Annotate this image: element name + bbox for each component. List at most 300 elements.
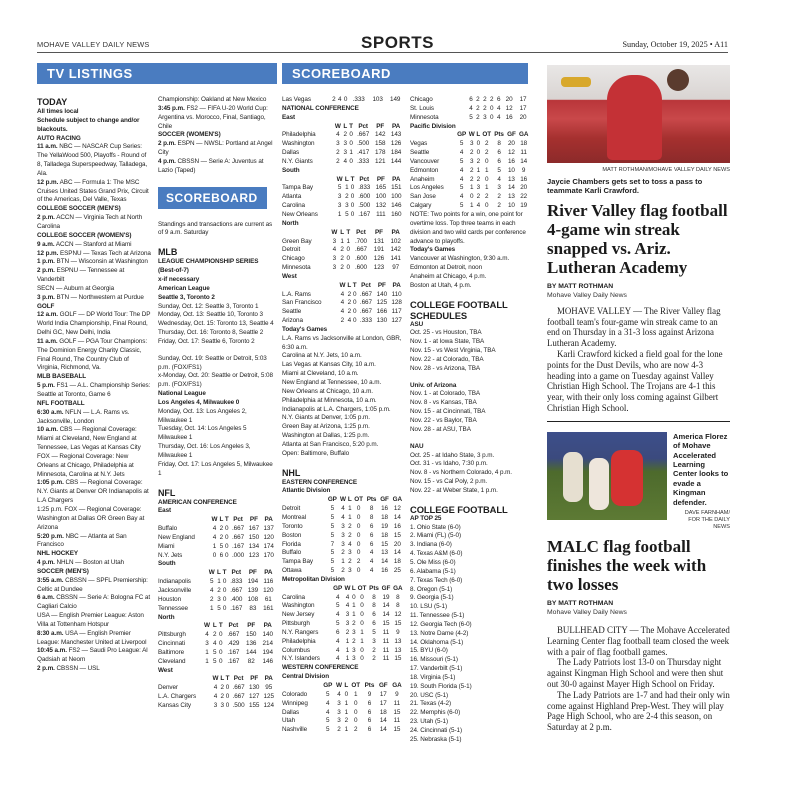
stat-cell: 13 bbox=[507, 175, 515, 183]
table-row bbox=[282, 611, 404, 620]
bold-line: North bbox=[282, 219, 299, 227]
section-heading: NFL bbox=[158, 487, 176, 498]
standings-table bbox=[282, 585, 404, 665]
stat-cell: 14 bbox=[382, 602, 390, 610]
stat-cell: 3 bbox=[345, 202, 349, 210]
subsection-heading: MLB BASEBALL bbox=[37, 373, 87, 381]
standings-table bbox=[158, 516, 276, 560]
stat-cell: 5 bbox=[335, 620, 340, 628]
stat-cell: 0 bbox=[356, 513, 361, 521]
text-line: 3. Indiana (6-0) bbox=[410, 541, 452, 549]
table-row bbox=[158, 587, 276, 596]
stat-cell: 0 bbox=[356, 531, 361, 539]
text-line: 15. BYU (6-0) bbox=[410, 647, 448, 655]
column-header: T bbox=[222, 569, 227, 577]
stat-cell: .429 bbox=[227, 640, 240, 648]
stat-cell: 3 bbox=[352, 655, 356, 663]
stat-cell: 11 bbox=[382, 628, 390, 636]
column-header: Pts bbox=[369, 584, 379, 592]
listing-item bbox=[37, 241, 151, 250]
stat-cell: 0 bbox=[484, 157, 489, 165]
text-line: New England at Tennessee, 10 a.m. bbox=[282, 379, 382, 386]
stat-cell: 0 bbox=[212, 551, 217, 559]
stat-cell: 2 bbox=[483, 96, 487, 103]
stat-cell: 1 bbox=[344, 726, 349, 734]
table-row bbox=[410, 167, 530, 176]
stat-cell: 12 bbox=[507, 149, 515, 157]
stat-cell: 4 bbox=[209, 586, 214, 594]
column-header: OT bbox=[357, 584, 367, 592]
stat-cell: 2 bbox=[341, 567, 345, 575]
column-header: T bbox=[225, 675, 230, 683]
stat-cell: 4 bbox=[335, 655, 340, 663]
table-row bbox=[410, 176, 530, 185]
stat-cell: 100 bbox=[391, 193, 402, 201]
stat-cell: 117 bbox=[391, 308, 402, 316]
text-line: Monday, Oct. 13: Los Angeles 2, Milwaukee 1 bbox=[158, 407, 247, 424]
team-name: Los Angeles bbox=[410, 184, 444, 192]
stat-cell: 6 bbox=[497, 157, 501, 165]
bold-line: x-if necessary bbox=[158, 275, 200, 283]
column-header: L bbox=[340, 228, 345, 236]
stat-cell: .833 bbox=[230, 578, 243, 586]
column-header bbox=[410, 131, 456, 140]
stat-cell: 5 bbox=[330, 531, 335, 539]
team-name: Tennessee bbox=[158, 604, 188, 612]
listing-text: USA — English Premier League: Manchester United at Liverpool bbox=[37, 629, 147, 646]
player-figure bbox=[607, 75, 662, 160]
stat-cell: 2 bbox=[347, 308, 352, 316]
team-name: Colorado bbox=[282, 690, 308, 698]
stat-cell: 6 bbox=[367, 708, 372, 716]
listing-item bbox=[37, 338, 151, 373]
stat-cell: .667 bbox=[354, 246, 367, 254]
stat-cell: 13 bbox=[507, 193, 515, 201]
column-header: Pts bbox=[494, 131, 504, 139]
stat-cell: 16 bbox=[381, 567, 388, 575]
subsection-heading: COLLEGE SOCCER (WOMEN'S) bbox=[37, 231, 132, 239]
listing-time: 11 a.m. bbox=[37, 337, 58, 345]
table-row bbox=[282, 505, 404, 514]
table-row bbox=[410, 202, 530, 211]
stat-cell: 4 bbox=[326, 699, 330, 707]
stat-cell: .167 bbox=[227, 657, 240, 665]
stat-cell: 6 bbox=[367, 717, 372, 725]
stat-cell: 5 bbox=[345, 210, 349, 218]
column-header: Pct bbox=[358, 122, 368, 130]
page-date: Sunday, October 19, 2025 • A11 bbox=[622, 40, 728, 49]
stat-cell: 2 bbox=[483, 104, 487, 112]
stat-cell: 11 bbox=[393, 699, 401, 707]
column-header: PF bbox=[377, 281, 386, 289]
stat-cell: 2 bbox=[209, 595, 214, 603]
stat-cell: .500 bbox=[357, 140, 370, 148]
stat-cell: 5 bbox=[469, 113, 473, 121]
listing-time: 2 p.m. bbox=[37, 214, 55, 222]
bold-line: All times local bbox=[37, 108, 79, 115]
column-header: L bbox=[217, 569, 221, 577]
column-header: PF bbox=[248, 569, 257, 577]
listing-item bbox=[37, 258, 151, 267]
stat-cell: 126 bbox=[390, 140, 402, 148]
table-row bbox=[282, 202, 404, 211]
text-line: 23. Utah (5-1) bbox=[410, 718, 449, 726]
subsection-heading: SOCCER (WOMEN'S) bbox=[158, 131, 221, 139]
stat-cell: 20 bbox=[507, 140, 515, 148]
stat-cell: 6 bbox=[219, 551, 224, 559]
stat-cell: 1 bbox=[353, 690, 358, 698]
team-name: Dallas bbox=[282, 149, 300, 157]
table-row bbox=[282, 549, 404, 558]
subsection-heading: NFL FOOTBALL bbox=[37, 399, 85, 407]
stat-cell: 100 bbox=[375, 193, 387, 201]
stat-cell: 5 bbox=[219, 542, 224, 550]
stat-cell: 11 bbox=[382, 637, 390, 645]
table-row bbox=[282, 140, 404, 149]
stat-cell: 0 bbox=[222, 604, 227, 612]
listing-time: 5:20 p.m. bbox=[37, 532, 64, 540]
stat-cell: 2 bbox=[220, 684, 224, 692]
stat-cell: 4 bbox=[369, 549, 374, 557]
team-name: Nashville bbox=[282, 726, 308, 734]
malc-flag-football-photo bbox=[547, 432, 667, 520]
stat-cell: 2 bbox=[470, 149, 474, 157]
team-name: Atlanta bbox=[282, 193, 302, 201]
table-row bbox=[282, 709, 404, 718]
story-byline: BY MATT ROTHMAN bbox=[547, 282, 614, 290]
column-header: GF bbox=[378, 682, 388, 689]
team-name: Chicago bbox=[282, 255, 305, 263]
section-heading: MLB bbox=[158, 247, 178, 258]
stat-cell: 4 bbox=[337, 690, 341, 698]
stat-cell: 4 bbox=[213, 693, 218, 701]
stat-cell: 2 bbox=[476, 193, 481, 201]
team-name: Anaheim bbox=[410, 175, 435, 183]
stat-cell: 125 bbox=[376, 299, 388, 307]
stat-cell: 5 bbox=[330, 549, 335, 557]
column-header: W bbox=[336, 175, 343, 183]
table-row bbox=[410, 149, 530, 158]
stat-cell: 2 bbox=[497, 193, 501, 201]
stat-cell: 4 bbox=[369, 567, 374, 575]
table-row bbox=[282, 638, 404, 647]
stat-cell: 16 bbox=[393, 522, 401, 530]
standings-table bbox=[282, 176, 404, 220]
column-header: L bbox=[347, 496, 352, 504]
stat-cell: 0 bbox=[225, 551, 229, 559]
stat-cell: 12 bbox=[393, 505, 401, 513]
story-body bbox=[547, 306, 730, 414]
stat-cell: 22 bbox=[520, 193, 528, 201]
text-line: Green Bay at Arizona, 1:25 p.m. bbox=[282, 423, 370, 431]
listing-item bbox=[37, 267, 151, 285]
stat-cell: 1 bbox=[344, 699, 349, 707]
column-header: GP bbox=[333, 584, 343, 592]
team-name: Jacksonville bbox=[158, 586, 192, 594]
listing-text: ACCN — Virginia Tech at North Carolina bbox=[37, 214, 143, 230]
subsection-heading: AMERICAN CONFERENCE bbox=[158, 498, 237, 506]
stat-cell: 2 bbox=[348, 558, 352, 566]
stat-cell: 3 bbox=[352, 628, 356, 636]
stat-cell: 9 bbox=[521, 166, 526, 174]
stat-cell: 0 bbox=[490, 113, 494, 121]
table-row bbox=[282, 532, 404, 541]
story-paragraph: MOHAVE VALLEY — The River Valley flag football team's four-game win streak came to an end on Thursday in a 31-3 loss against Arizona Lutheran Academy. bbox=[547, 305, 721, 349]
stat-cell: 137 bbox=[263, 525, 274, 533]
stat-cell: 3 bbox=[345, 620, 350, 628]
header-divider bbox=[37, 52, 728, 53]
stat-cell: 83 bbox=[249, 604, 257, 612]
spacer bbox=[410, 374, 530, 382]
stat-cell: .500 bbox=[358, 202, 371, 210]
text-line: Friday, Oct. 17: Los Angeles 5, Milwaukee 1 bbox=[158, 460, 273, 477]
stat-cell: .667 bbox=[232, 684, 245, 692]
stat-cell: 1 bbox=[205, 648, 209, 656]
spacer bbox=[410, 435, 530, 443]
team-name: Columbus bbox=[282, 646, 310, 654]
team-name: Dallas bbox=[282, 708, 300, 716]
tv-listings-banner: TV LISTINGS bbox=[37, 63, 277, 84]
team-name: Vegas bbox=[410, 140, 428, 148]
stat-cell: 15 bbox=[394, 620, 402, 628]
stat-cell: 146 bbox=[391, 202, 402, 210]
table-row bbox=[282, 193, 404, 202]
listing-item bbox=[37, 665, 151, 674]
stat-cell: 0 bbox=[352, 593, 356, 601]
stat-cell: .167 bbox=[231, 542, 245, 550]
stat-cell: 3 bbox=[470, 140, 474, 148]
team-name: Seattle bbox=[282, 308, 302, 316]
table-row bbox=[158, 702, 276, 711]
stat-cell: 2 bbox=[484, 140, 489, 148]
text-line: Edmonton at Detroit, noon bbox=[410, 264, 483, 272]
stat-cell: 2 bbox=[340, 264, 344, 272]
listing-text: NBC — NASCAR Cup Series: The YellaWood 500, Playoffs - Round of 8, Talladega Superspeedway, Talladega, Ala. bbox=[37, 143, 148, 177]
stat-cell: 1 bbox=[345, 637, 350, 645]
table-row bbox=[282, 291, 404, 300]
stat-cell: 134 bbox=[248, 542, 260, 550]
stat-cell: 0 bbox=[222, 586, 227, 594]
stat-cell: 17 bbox=[519, 96, 527, 103]
stat-cell: 11 bbox=[393, 717, 401, 725]
text-line: 6. Alabama (5-1) bbox=[410, 567, 456, 575]
stat-cell: 1 bbox=[352, 602, 356, 610]
listing-item bbox=[37, 143, 151, 178]
stat-cell: .400 bbox=[230, 595, 243, 603]
stat-cell: 1 bbox=[352, 611, 356, 619]
stat-cell: 4 bbox=[459, 193, 464, 201]
standings-table bbox=[282, 282, 404, 326]
stat-cell: 0 bbox=[225, 684, 230, 692]
text-line: Nov. 8 - vs Kansas, TBA bbox=[410, 399, 477, 407]
stat-cell: 165 bbox=[375, 184, 387, 192]
column-header: L bbox=[343, 122, 348, 130]
text-line: Wednesday, Oct. 15: Toronto 13, Seattle 4 bbox=[158, 320, 274, 328]
text-line: 22. Memphis (6-0) bbox=[410, 709, 461, 717]
stat-cell: 136 bbox=[246, 640, 257, 648]
stat-cell: 1 bbox=[476, 166, 481, 174]
stat-cell: 6 bbox=[369, 540, 374, 548]
column-header: T bbox=[352, 281, 357, 289]
stat-cell: 0 bbox=[360, 611, 364, 619]
photo-block bbox=[547, 432, 730, 531]
stat-cell: .417 bbox=[357, 149, 370, 157]
stat-cell: 0 bbox=[350, 184, 355, 192]
listing-text: ABC — Formula 1: The MSC Cruises United States Grand Prix, Circuit of the Americas, Del Valle, Texas bbox=[37, 178, 149, 204]
text-line: Washington at Dallas, 1:25 p.m. bbox=[282, 432, 370, 440]
stat-cell: 127 bbox=[391, 317, 402, 325]
stat-cell: 82 bbox=[247, 657, 255, 665]
listing-item bbox=[37, 382, 151, 400]
column-header: L bbox=[344, 175, 349, 183]
stat-cell: 0 bbox=[360, 655, 364, 663]
text-line: x-Monday, Oct. 20: Seattle or Detroit, 5:08 p.m. (FOX/FS1) bbox=[158, 372, 273, 389]
stat-cell: 5 bbox=[330, 558, 335, 566]
stat-cell: 0 bbox=[353, 699, 358, 707]
text-line: 9. Georgia (5-1) bbox=[410, 594, 454, 602]
column-header bbox=[282, 585, 332, 594]
stat-cell: 128 bbox=[391, 299, 402, 307]
stat-cell: 6 bbox=[369, 531, 374, 539]
team-name: N.Y. Jets bbox=[158, 551, 183, 559]
stat-cell: 6 bbox=[372, 620, 376, 628]
stat-cell: 6 bbox=[369, 522, 374, 530]
text-line: Monday, Oct. 13: Seattle 10, Toronto 3 bbox=[158, 311, 263, 319]
column-header: L bbox=[351, 584, 356, 592]
subsection-heading: SOCCER (MEN'S) bbox=[37, 567, 89, 575]
text-line: Miami at Cleveland, 10 a.m. bbox=[282, 370, 359, 378]
column-header: GP bbox=[327, 496, 337, 504]
stat-cell: .700 bbox=[354, 237, 367, 245]
stat-cell: 123 bbox=[248, 551, 260, 559]
stat-cell: 3 bbox=[336, 140, 340, 148]
listing-time: 3:45 p.m. bbox=[158, 104, 185, 112]
stat-cell: 25 bbox=[393, 567, 401, 575]
column-header bbox=[282, 282, 338, 291]
listing-time: 10:45 a.m. bbox=[37, 647, 67, 655]
table-row bbox=[282, 184, 404, 193]
team-name: Winnipeg bbox=[282, 699, 308, 707]
text-line: USA — English Premier League: Aston Villa at Tottenham Hotspur bbox=[37, 612, 144, 628]
listing-text: CBS — Regional Coverage: Miami at Cleveland, New England at Tennessee, Las Vegas at Kansas City bbox=[37, 426, 141, 452]
stat-cell: 6 bbox=[497, 149, 501, 157]
stat-cell: 3 bbox=[470, 157, 474, 165]
text-line: NOTE: Two points for a win, one point for overtime loss. Top three teams in each division and two wild cards per conference advance to playoffs. bbox=[410, 210, 526, 245]
stat-cell: 140 bbox=[376, 290, 388, 298]
stat-cell: 17 bbox=[519, 104, 527, 112]
stat-cell: 7 bbox=[330, 540, 335, 548]
bold-line: West bbox=[282, 272, 297, 280]
column-header: GA bbox=[392, 682, 402, 689]
stat-cell: 3 bbox=[220, 701, 224, 709]
bold-line: Central Division bbox=[282, 673, 330, 681]
stat-cell: 5 bbox=[459, 140, 464, 148]
story-headline[interactable]: MALC flag football finishes the week with two losses bbox=[547, 537, 707, 595]
table-row bbox=[282, 558, 404, 567]
stat-cell: 194 bbox=[247, 578, 259, 586]
team-name: Baltimore bbox=[158, 648, 185, 656]
table-row bbox=[282, 726, 404, 735]
stat-cell: 151 bbox=[391, 184, 402, 192]
bold-line: Los Angeles 4, Milwaukee 0 bbox=[158, 398, 240, 406]
stat-cell: 19 bbox=[520, 202, 528, 210]
column-header: Pct bbox=[233, 516, 243, 524]
column-header: GP bbox=[457, 131, 467, 139]
table-row bbox=[410, 114, 530, 123]
stat-cell: 2 bbox=[219, 533, 224, 541]
listing-text: CBSSN — USL bbox=[56, 665, 100, 673]
stat-cell: 0 bbox=[356, 505, 361, 513]
team-name: Vancouver bbox=[410, 157, 440, 165]
column-header: GP bbox=[323, 682, 333, 689]
team-name: Buffalo bbox=[158, 525, 178, 533]
table-header-row bbox=[282, 496, 404, 505]
stat-cell: 3 bbox=[337, 708, 341, 716]
stat-cell: 178 bbox=[375, 149, 386, 157]
column-header: L bbox=[220, 675, 225, 683]
column-header: T bbox=[350, 175, 355, 183]
spacer bbox=[282, 459, 404, 467]
story-source: Mohave Valley Daily News bbox=[547, 291, 627, 299]
table-row bbox=[282, 655, 404, 664]
stat-cell: 0 bbox=[360, 620, 364, 628]
bold-line: Metropolitan Division bbox=[282, 575, 345, 583]
table-header-row bbox=[282, 585, 404, 594]
stat-cell: 3 bbox=[337, 699, 341, 707]
stat-cell: .333 bbox=[357, 157, 370, 165]
bold-line: Univ. of Arizona bbox=[410, 381, 457, 389]
stat-cell: 0 bbox=[225, 542, 229, 550]
text-line: 21. Texas (4-2) bbox=[410, 700, 451, 708]
stat-cell: 5 bbox=[212, 657, 217, 665]
table-header-row bbox=[282, 282, 404, 291]
bold-line: AP TOP 25 bbox=[410, 514, 442, 522]
table-header-row bbox=[282, 123, 404, 132]
stat-cell: 12 bbox=[505, 104, 513, 112]
stat-cell: 14 bbox=[381, 558, 388, 566]
stat-cell: 0 bbox=[346, 255, 350, 263]
stat-cell: 127 bbox=[249, 693, 260, 701]
stat-cell: 0 bbox=[222, 595, 227, 603]
table-row bbox=[158, 649, 276, 658]
story-headline[interactable]: River Valley flag football 4-game win streak snapped vs. Ariz. Lutheran Academy bbox=[547, 200, 728, 277]
table-row bbox=[158, 658, 276, 667]
stat-cell: 4 bbox=[345, 602, 350, 610]
standings-table bbox=[158, 569, 276, 613]
stat-cell: 0 bbox=[484, 202, 489, 210]
column-header bbox=[282, 682, 321, 691]
table-row bbox=[282, 514, 404, 523]
table-header-row bbox=[158, 675, 276, 684]
column-header: W bbox=[212, 675, 219, 683]
team-name: Detroit bbox=[282, 505, 301, 513]
stat-cell: 5 bbox=[326, 717, 330, 725]
listing-item bbox=[37, 577, 151, 595]
stat-cell: 2 bbox=[337, 726, 341, 734]
table-row bbox=[282, 620, 404, 629]
stat-cell: 142 bbox=[375, 131, 386, 139]
stat-cell: 5 bbox=[326, 726, 330, 734]
table-row bbox=[158, 684, 276, 693]
column-header: PF bbox=[374, 228, 383, 236]
stat-cell: 116 bbox=[263, 578, 274, 586]
stat-cell: 1 bbox=[217, 578, 221, 586]
stat-cell: 0 bbox=[352, 299, 357, 307]
spacer bbox=[158, 238, 276, 246]
column-header: T bbox=[349, 122, 353, 130]
text-line: Atlanta at San Francisco, 5:20 p.m. bbox=[282, 440, 379, 448]
stat-cell: 14 bbox=[393, 549, 401, 557]
